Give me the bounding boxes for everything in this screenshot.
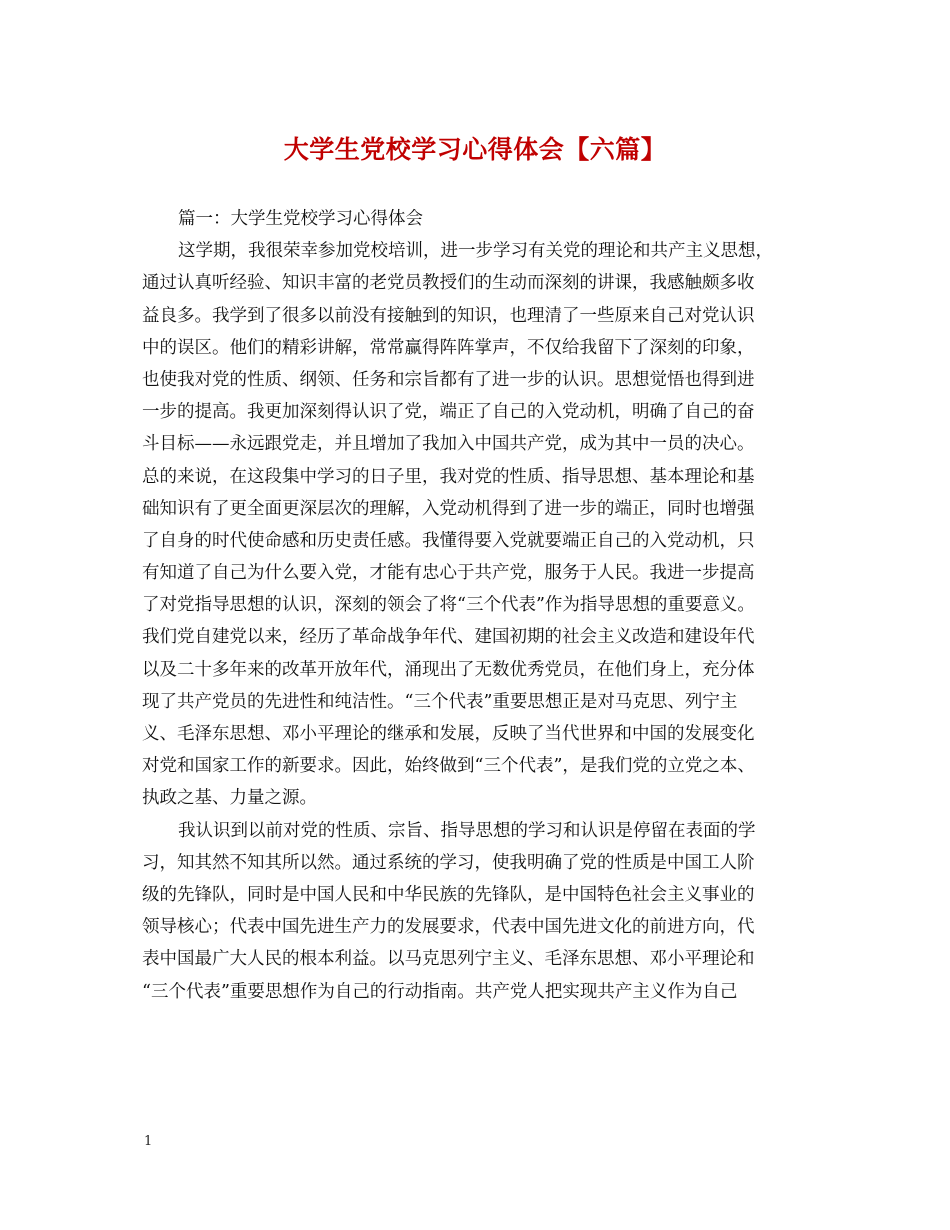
text-line: 础知识有了更全面更深层次的理解，入党动机得到了进一步的端正，同时也增强 xyxy=(142,498,755,519)
document-body xyxy=(142,203,824,1008)
text-line: 一步的提高。我更加深刻得认识了党，端正了自己的入党动机，明确了自己的奋 xyxy=(142,402,755,423)
text-line: 执政之基、力量之源。 xyxy=(142,788,317,809)
text-line: 级的先锋队，同时是中国人民和中华民族的先锋队，是中国特色社会主义事业的 xyxy=(142,884,755,905)
text-line: “三个代表”重要思想作为自己的行动指南。共产党人把实现共产主义作为自己 xyxy=(142,981,738,1002)
text-line: 通过认真听经验、知识丰富的老党员教授们的生动而深刻的讲课，我感触颇多收 xyxy=(142,273,755,294)
page-number: 1 xyxy=(144,1134,153,1149)
text-line: 现了共产党员的先进性和纯洁性。“三个代表”重要思想正是对马克思、列宁主 xyxy=(142,691,738,712)
text-line: 了自身的时代使命感和历史责任感。我懂得要入党就要端正自己的入党动机，只 xyxy=(142,530,755,551)
text-line: 义、毛泽东思想、邓小平理论的继承和发展，反映了当代世界和中国的发展变化 xyxy=(142,724,755,744)
text-line: 益良多。我学到了很多以前没有接触到的知识，也理清了一些原来自己对党认识 xyxy=(142,305,755,326)
text-line: 有知道了自己为什么要入党，才能有忠心于共产党，服务于人民。我进一步提高 xyxy=(142,563,755,584)
text-line: 我认识到以前对党的性质、宗旨、指导思想的学习和认识是停留在表面的学 xyxy=(178,820,756,841)
text-line: 以及二十多年来的改革开放年代，涌现出了无数优秀党员，在他们身上，充分体 xyxy=(142,659,755,680)
text-line: 我们党自建党以来，经历了革命战争年代、建国初期的社会主义改造和建设年代 xyxy=(142,627,755,648)
text-line: 这学期，我很荣幸参加党校培训，进一步学习有关党的理论和共产主义思想， xyxy=(178,241,773,262)
text-line: 中的误区。他们的精彩讲解，常常赢得阵阵掌声，不仅给我留下了深刻的印象， xyxy=(142,337,755,358)
text-line: 表中国最广大人民的根本利益。以马克思列宁主义、毛泽东思想、邓小平理论和 xyxy=(142,949,755,970)
text-line: 斗目标——永远跟党走，并且增加了我加入中国共产党，成为其中一员的决心。 xyxy=(142,434,755,455)
text-line: 篇一：大学生党校学习心得体会 xyxy=(178,209,423,229)
document-title: 大学生党校学习心得体会【六篇】 xyxy=(283,135,667,164)
text-line: 了对党指导思想的认识，深刻的领会了将“三个代表”作为指导思想的重要意义。 xyxy=(142,595,755,616)
text-line: 对党和国家工作的新要求。因此，始终做到“三个代表”，是我们党的立党之本、 xyxy=(142,756,755,777)
text-line: 总的来说，在这段集中学习的日子里，我对党的性质、指导思想、基本理论和基 xyxy=(142,466,755,487)
text-line: 也使我对党的性质、纲领、任务和宗旨都有了进一步的认识。思想觉悟也得到进 xyxy=(142,369,755,390)
text-line: 习，知其然不知其所以然。通过系统的学习，使我明确了党的性质是中国工人阶 xyxy=(142,852,755,873)
text-line: 领导核心；代表中国先进生产力的发展要求，代表中国先进文化的前进方向，代 xyxy=(142,917,755,938)
